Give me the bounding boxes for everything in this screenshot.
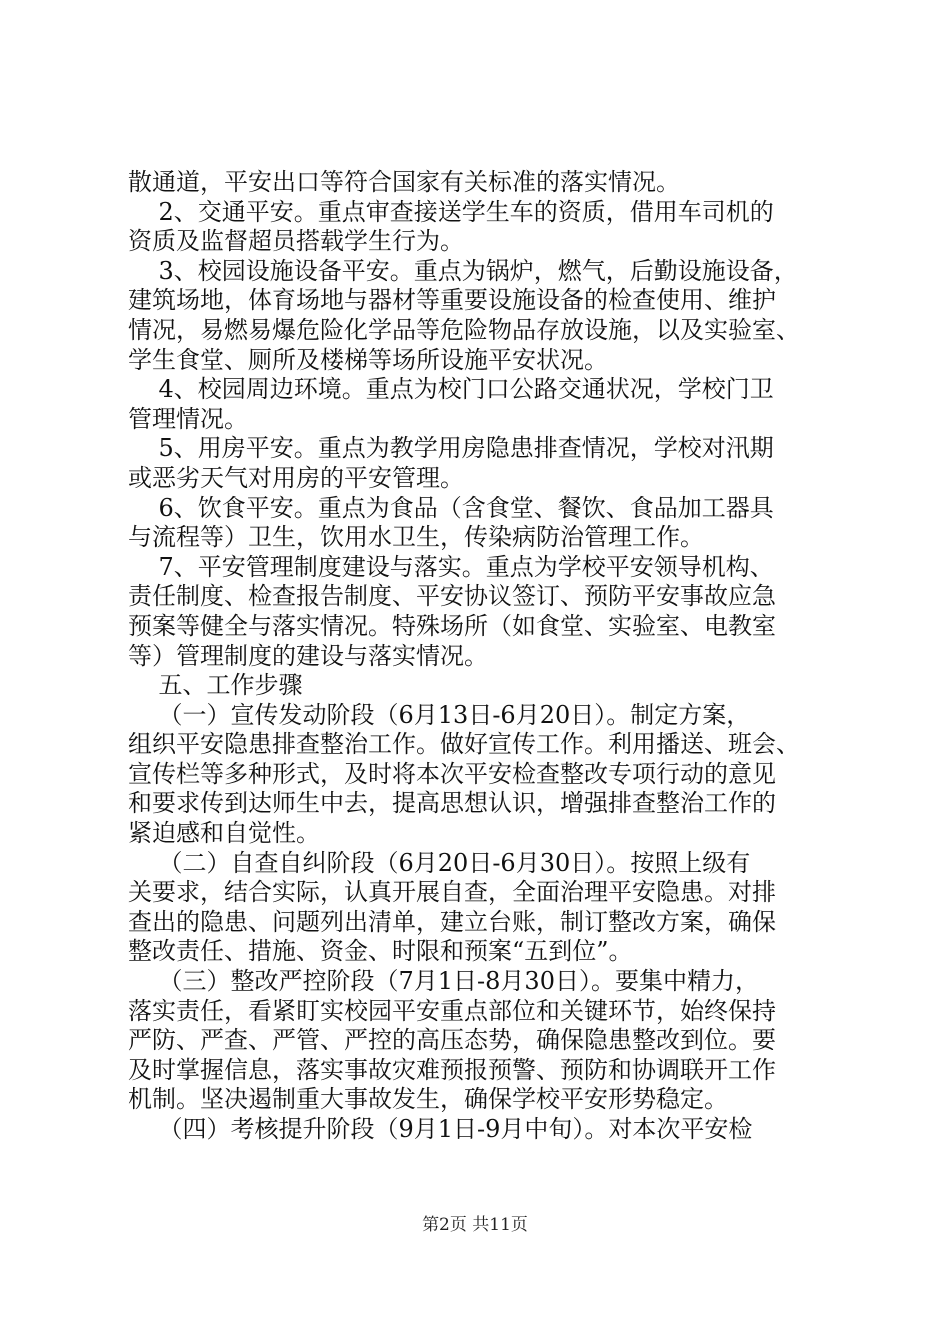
text-line: 组织平安隐患排查整治工作。做好宣传工作。利用播送、班会、 <box>128 730 800 759</box>
text-line: 整改责任、措施、资金、时限和预案“五到位”。 <box>128 937 633 966</box>
text-line: 建筑场地，体育场地与器材等重要设施设备的检查使用、维护 <box>128 286 776 315</box>
text-line: 关要求，结合实际，认真开展自查，全面治理平安隐患。对排 <box>128 878 776 907</box>
page-footer: 第2页 共11页 <box>422 1215 528 1235</box>
document-body <box>128 168 838 1145</box>
text-line: 查出的隐患、问题列出清单，建立台账，制订整改方案，确保 <box>128 907 776 936</box>
text-line: 与流程等）卫生，饮用水卫生，传染病防治管理工作。 <box>128 523 704 552</box>
text-line: 学生食堂、厕所及楼梯等场所设施平安状况。 <box>128 345 608 374</box>
text-line: 紧迫感和自觉性。 <box>128 819 320 848</box>
text-line: 6、饮食平安。重点为食品（含食堂、餐饮、食品加工器具 <box>128 493 774 522</box>
text-line: 预案等健全与落实情况。特殊场所（如食堂、实验室、电教室 <box>128 611 776 640</box>
text-line: 等）管理制度的建设与落实情况。 <box>128 641 488 670</box>
text-line: 或恶劣天气对用房的平安管理。 <box>128 463 464 492</box>
text-line: 及时掌握信息，落实事故灾难预报预警、预防和协调联开工作 <box>128 1055 776 1084</box>
text-line: 情况，易燃易爆危险化学品等危险物品存放设施，以及实验室、 <box>128 315 800 344</box>
text-line: （四）考核提升阶段（9月1日-9月中旬）。对本次平安检 <box>128 1115 753 1143</box>
text-line: 资质及监督超员搭载学生行为。 <box>128 227 464 256</box>
text-line: 3、校园设施设备平安。重点为锅炉，燃气，后勤设施设备， <box>128 256 798 285</box>
text-line: 落实责任，看紧盯实校园平安重点部位和关键环节，始终保持 <box>128 996 776 1025</box>
text-line: 4、校园周边环境。重点为校门口公路交通状况，学校门卫 <box>128 375 774 404</box>
text-line: （三）整改严控阶段（7月1日-8月30日）。要集中精力， <box>128 967 759 996</box>
text-line: （一）宣传发动阶段（6月13日-6月20日）。制定方案， <box>128 700 751 729</box>
text-line: 散通道，平安出口等符合国家有关标准的落实情况。 <box>128 168 680 196</box>
text-line: 5、用房平安。重点为教学用房隐患排查情况，学校对汛期 <box>128 434 774 463</box>
text-line: （二）自查自纠阶段（6月20日-6月30日）。按照上级有 <box>128 848 751 877</box>
text-line: 五、工作步骤 <box>128 671 303 700</box>
text-line: 严防、严查、严管、严控的高压态势，确保隐患整改到位。要 <box>128 1026 776 1055</box>
text-line: 和要求传到达师生中去，提高思想认识，增强排查整治工作的 <box>128 789 776 818</box>
text-line: 管理情况。 <box>128 404 248 433</box>
text-line: 2、交通平安。重点审查接送学生车的资质，借用车司机的 <box>128 197 774 226</box>
text-line: 7、平安管理制度建设与落实。重点为学校平安领导机构、 <box>128 552 774 581</box>
text-line: 责任制度、检查报告制度、平安协议签订、预防平安事故应急 <box>128 582 776 611</box>
text-line: 宣传栏等多种形式，及时将本次平安检查整改专项行动的意见 <box>128 759 776 788</box>
text-line: 机制。坚决遏制重大事故发生，确保学校平安形势稳定。 <box>128 1085 728 1114</box>
